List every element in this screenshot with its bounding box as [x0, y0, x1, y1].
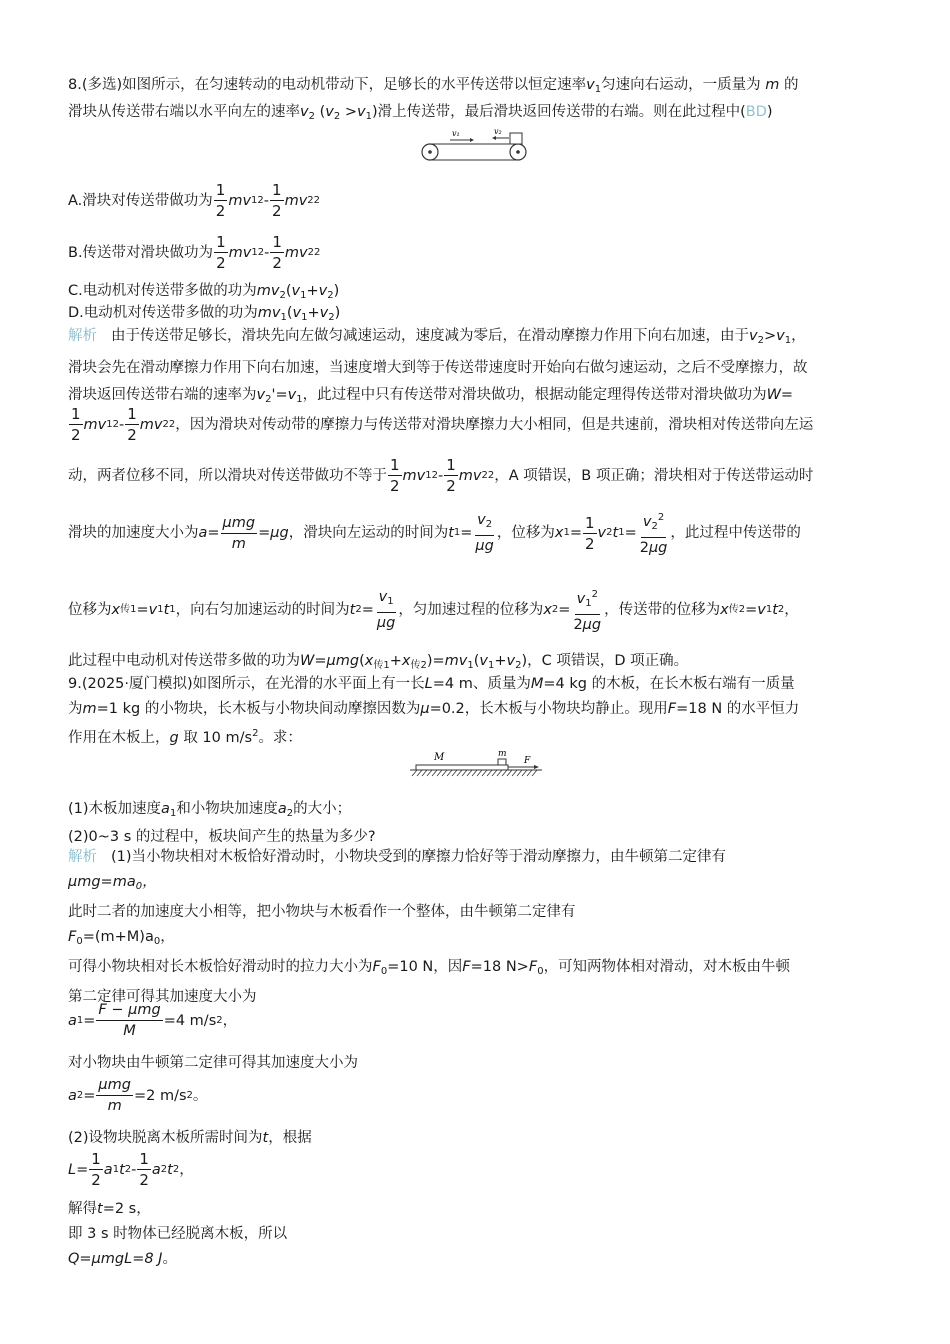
q9-L-formula: L = $\frac{1}{2}$ a 1 t 2 - $\frac{1}{2}$ a 2 t 2 ，: [68, 1150, 194, 1189]
q8-analysis-line8: 此过程中电动机对传送带多做的功为$W=\mu mg(x_{传1}+x_{传2})=mv_1(v_1+v_2)$，C 项错误，D 项正确。: [68, 653, 689, 671]
q9-solution-end: 解得t=2 s， 即 3 s 时物体已经脱离木板，所以 Q=μmgL=8 J。: [68, 1201, 288, 1267]
q8-analysis-tag: 解析: [68, 328, 97, 344]
q9-analysis-tag: 解析: [68, 849, 97, 865]
q8-stem-line1: 8.(多选)如图所示，在匀速转动的电动机带动下，足够长的水平传送带以恒定速率$v_1$匀速向右运动，一质量为 m 的: [68, 77, 799, 95]
q9-part2-text: (2)设物块脱离木板所需时间为t，根据: [68, 1130, 312, 1146]
q9-parts: (1)木板加速度$a_1$和小物块加速度$a_2$的大小； (2)0~3 s 的过程中，板块间产生的热量为多少?: [68, 801, 376, 845]
q9-a2-text: 对小物块由牛顿第二定律可得其加速度大小为: [68, 1055, 358, 1071]
q8-analysis-line7: 位移为 x 传1 = v 1 t 1 ，向右匀加速运动的时间为 t 2 = $\frac{v_1}{\mu g}$ ，匀加速过程的位移为 x 2 = $\frac{v_1^2}{2\mu g}$ ，传送带的位移为 x 传2 = v 1 t 2 ，: [68, 585, 884, 635]
q9-analysis: 解析 (1)当小物块相对木板恰好滑动时，小物块受到的摩擦力恰好等于滑动摩擦力，由牛顿第二定律有 $\mu mg=ma_0$， 此时二者的加速度大小相等，把小物块与木板看作一个整体，由牛顿第二定律有 $F_0=(m+M)a_0$， 可得小物块相对长木板恰好滑动时的拉力大小为$F_0=10$ N，因F=18 $N>F_0$，可知两物体相对滑动，对木板由牛顿 第二定律可得其加速度大小为: [68, 849, 791, 1005]
fig-v1-label: v₁: [452, 129, 460, 138]
q8-option-b: B.传送带对滑块做功为 $\frac{1}{2}$ m v 1 2 - $\frac{1}{2}$ m v 2 2: [68, 233, 321, 272]
q8-stem-line2: 滑块从传送带右端以水平向左的速率$v_2$ $(v_2 >v_1)$滑上传送带，最后滑块返回传送带的右端。则在此过程中(BD): [68, 104, 773, 122]
q9-a2-formula: a 2 = $\frac{\text{μmg}}{m}$ =2 m/s 2 。: [68, 1077, 208, 1114]
q8-analysis-line5: 动，两者位移不同，所以滑块对传送带做功不等于 $\frac{1}{2}$ m v 1 2 - $\frac{1}{2}$ m v 2 2 ，A 项错误，B 项正确；滑块相对于传送带运动时: [68, 456, 814, 495]
fig-v2-label: v₂: [494, 128, 502, 136]
q8-analysis: 解析 由于传送带足够长，滑块先向左做匀减速运动，速度减为零后，在滑动摩擦力作用下向右加速，由于$v_2>v_1$， 滑块会先在滑动摩擦力作用下向右加速，当速度增大到等于传送带速度时开始向右做匀速运动，之后不受摩擦力，故 滑块返回传送带右端的速率为$v_2'=v_1$，此过程中只有传送带对滑块做功，根据动能定理得传送带对滑块做功为W=: [68, 328, 808, 405]
fig-m-label: m: [498, 749, 507, 759]
q8-option-a: A.滑块对传送带做功为 $\frac{1}{2}$ m v 1 2 - $\frac{1}{2}$ m v 2 2: [68, 181, 321, 220]
q8-analysis-line6: 滑块的加速度大小为 a = $\frac{\text{μmg}}{m}$ = μg ，滑块向左运动的时间为 t 1 = $\frac{v_2}{\mu g}$ ，位移为 x 1 = $\frac{1}{2}$ v 2 t 1 = $\frac{v_2^2}{2\mu g}$ ，此过程中传送带的: [68, 508, 884, 558]
q8-stem: [68, 74, 884, 128]
q8-answer: BD: [745, 104, 767, 120]
q9-a1-formula: a 1 = $\frac{\text{F − μmg}}{M}$ =4 m/s 2 ，: [68, 1002, 238, 1039]
q8-analysis-line4: $\frac{1}{2}$ m v 1 2 - $\frac{1}{2}$ m v 2 2 ，因为滑块对传动带的摩擦力与传送带对滑块摩擦力大小相同，但是共速前，滑块相对传送带向左运: [71, 405, 814, 444]
q8-option-c: C.电动机对传送带多做的功为$mv_2(v_1+v_2)$: [68, 283, 340, 301]
conveyor-belt-figure: [420, 128, 530, 164]
q9-stem: 9.(2025·厦门模拟)如图所示，在光滑的水平面上有一长L=4 m、质量为M=4 kg 的木板，在长木板右端有一质量 为m=1 kg 的小物块，长木板与小物块间动摩擦因数为μ=0.2，长木板与小物块均静止。现用F=18 N 的水平恒力 作用在木板上，g 取 10 $m/s^2$。求：: [68, 676, 800, 746]
q8-option-d: D.电动机对传送带多做的功为$mv_1(v_1+v_2)$: [68, 305, 341, 323]
board-block-figure: [408, 746, 548, 778]
fig-M-label: M: [434, 752, 445, 763]
fig-F-label: F: [524, 756, 531, 766]
